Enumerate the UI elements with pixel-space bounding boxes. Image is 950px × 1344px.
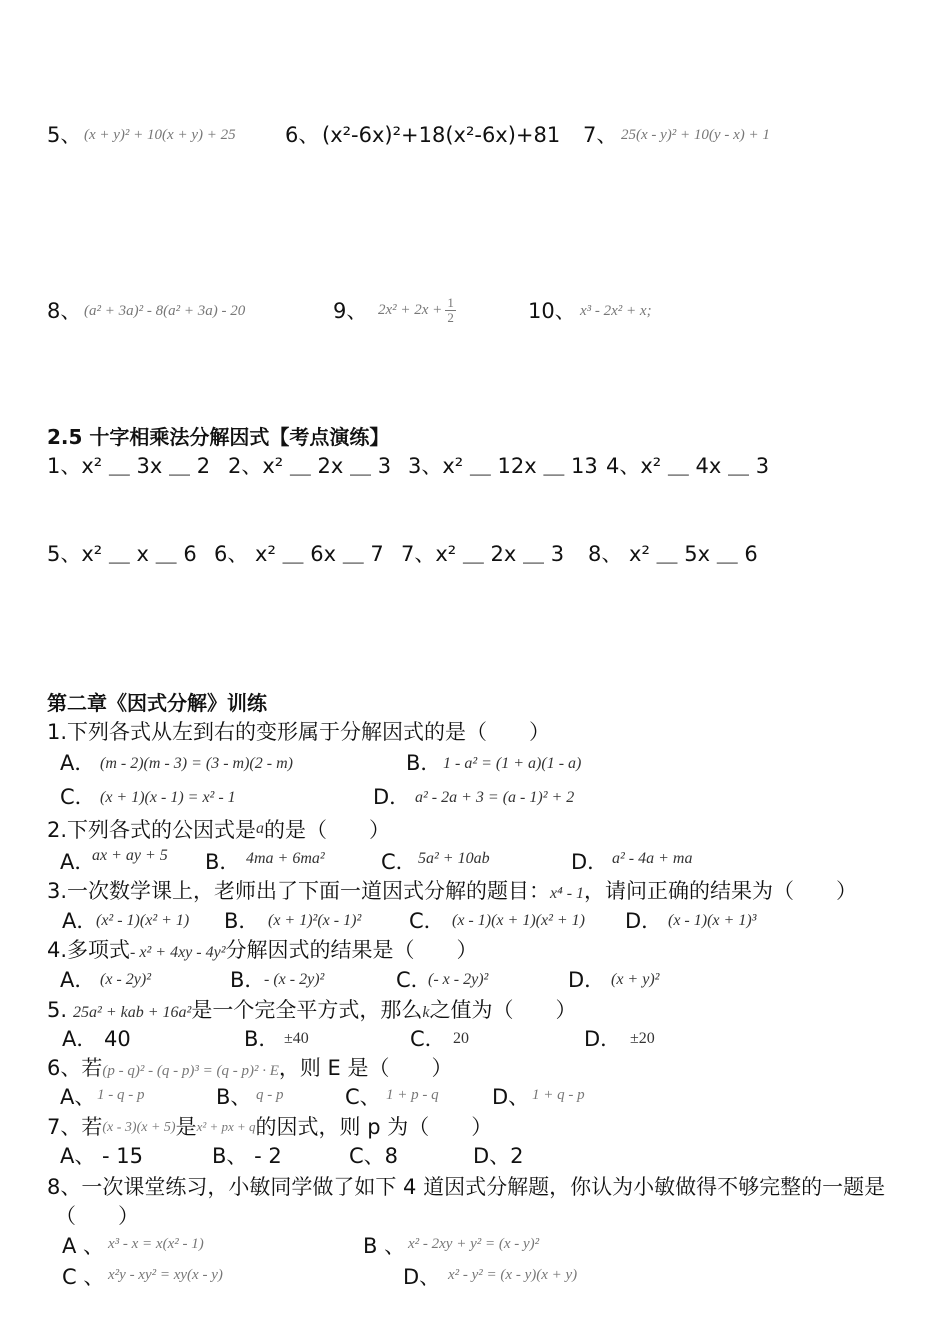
q1-option-b-label: B．: [406, 751, 442, 775]
q3-option-b: (x + 1)²(x - 1)²: [268, 912, 362, 929]
q3-stem-end: ，请问正确的结果为（ ）: [584, 879, 858, 903]
q3-stem-expression: x⁴ - 1: [550, 885, 585, 902]
q5-stem-end: 之值为（ ）: [429, 998, 577, 1022]
problem-8-expression: (a² + 3a)² - 8(a² + 3a) - 20: [84, 303, 246, 319]
q7-option-d: D、2: [473, 1144, 524, 1168]
q4-stem-start: 4.多项式: [47, 938, 131, 962]
q5-stem-expression: 25a² + kab + 16a²: [73, 1004, 192, 1021]
q3-option-c-label: C．: [409, 909, 445, 933]
q6-stem-expression: (p - q)² - (q - p)³ = (q - p)² · E: [102, 1063, 279, 1079]
q6-stem-start: 6、若: [47, 1056, 103, 1080]
problem-5-expression: (x + y)² + 10(x + y) + 25: [84, 127, 236, 143]
q4-option-c: (- x - 2y)²: [428, 971, 489, 988]
problem-5-number: 5、: [47, 123, 82, 147]
q2-stem-end: 的是（ ）: [264, 818, 391, 842]
q3-option-a: (x² - 1)(x² + 1): [96, 912, 190, 929]
q6-option-b: q - p: [256, 1087, 284, 1103]
q5-option-a-label: A．: [62, 1027, 98, 1051]
cross-item-5: 5、x² ＿ x ＿ 6: [47, 542, 197, 566]
q7-stem-expression-1: (x - 3)(x + 5): [102, 1120, 176, 1135]
q5-option-b: ±40: [284, 1030, 309, 1047]
q6-stem: [47, 1055, 452, 1082]
q4-stem-expression: - x² + 4xy - 4y²: [130, 944, 226, 961]
fraction-denominator: 2: [447, 310, 454, 326]
q2-stem-variable: a: [256, 820, 265, 837]
problem-6-number: 6、: [285, 123, 320, 147]
q3-option-c: (x - 1)(x + 1)(x² + 1): [452, 912, 585, 929]
q6-option-d-label: D、: [492, 1085, 530, 1109]
q1-option-b: 1 - a² = (1 + a)(1 - a): [443, 755, 582, 772]
q8-stem: 8、一次课堂练习，小敏同学做了如下 4 道因式分解题，你认为小敏做得不够完整的一题是: [47, 1175, 886, 1199]
q7-stem-end: 的因式，则 p 为（ ）: [255, 1115, 493, 1139]
q6-option-b-label: B、: [216, 1085, 252, 1109]
q4-option-d: (x + y)²: [611, 971, 660, 988]
q1-option-d: a² - 2a + 3 = (a - 1)² + 2: [415, 789, 575, 806]
q6-option-a-label: A、: [60, 1085, 96, 1109]
q7-stem-expression-2: x² + px + q: [196, 1119, 256, 1134]
q4-option-d-label: D．: [568, 968, 606, 992]
q6-option-c-label: C、: [345, 1085, 381, 1109]
q7-stem: [47, 1114, 492, 1142]
problem-8-number: 8、: [47, 299, 82, 323]
q8-option-b: x² - 2xy + y² = (x - y)²: [408, 1236, 540, 1252]
cross-item-3: 3、x² ＿ 12x ＿ 13: [408, 454, 598, 478]
q8-option-a-label: A 、: [62, 1234, 105, 1258]
problem-9-number: 9、: [333, 299, 368, 323]
cross-item-7: 7、x² ＿ 2x ＿ 3: [401, 542, 565, 566]
fraction-numerator: 1: [447, 295, 454, 311]
q5-stem-variable: k: [422, 1004, 430, 1021]
q5-option-d-label: D．: [584, 1027, 622, 1051]
problem-10-expression: x³ - 2x² + x;: [580, 303, 652, 319]
q4-stem-end: 分解因式的结果是（ ）: [225, 938, 478, 962]
problem-6-expression: (x²-6x)²+18(x²-6x)+81: [322, 123, 561, 147]
q6-option-a: 1 - q - p: [97, 1087, 145, 1103]
q4-option-c-label: C．: [396, 968, 432, 992]
q4-stem: [47, 937, 478, 964]
q1-stem: 1.下列各式从左到右的变形属于分解因式的是（ ）: [47, 720, 551, 744]
problem-10-number: 10、: [528, 299, 576, 323]
cross-item-2: 2、x² ＿ 2x ＿ 3: [228, 454, 392, 478]
q8-option-d: x² - y² = (x - y)(x + y): [448, 1267, 578, 1283]
problem-9-expression: [378, 290, 456, 330]
q2-option-b-label: B．: [205, 850, 241, 874]
fraction-one-half: [445, 296, 456, 325]
q2-option-d-label: D．: [571, 850, 609, 874]
q8-option-a: x³ - x = x(x² - 1): [108, 1236, 204, 1252]
q7-option-b: B、 - 2: [212, 1144, 282, 1168]
q3-option-d: (x - 1)(x + 1)³: [668, 912, 757, 929]
q2-option-d: a² - 4a + ma: [612, 850, 693, 867]
q8-option-c: x²y - xy² = xy(x - y): [108, 1267, 223, 1283]
q2-stem-start: 2.下列各式的公因式是: [47, 818, 257, 842]
q7-stem-start: 7、若: [47, 1115, 103, 1139]
q1-option-c-label: C．: [60, 785, 96, 809]
cross-item-4: 4、x² ＿ 4x ＿ 3: [606, 454, 770, 478]
q3-stem-start: 3.一次数学课上，老师出了下面一道因式分解的题目：: [47, 879, 551, 903]
q5-option-a: 40: [104, 1027, 131, 1051]
q3-option-d-label: D．: [625, 909, 663, 933]
q5-stem: [47, 997, 576, 1024]
q2-option-c-label: C．: [381, 850, 417, 874]
q5-option-c: 20: [453, 1030, 469, 1047]
q8-option-b-label: B 、: [363, 1234, 406, 1258]
q3-stem: [47, 878, 857, 905]
q2-option-c: 5a² + 10ab: [418, 850, 490, 867]
problem-9-expression-main: 2x² + 2x +: [378, 302, 443, 318]
cross-item-1: 1、x² ＿ 3x ＿ 2: [47, 454, 211, 478]
q3-option-a-label: A．: [62, 909, 98, 933]
q6-stem-end: ，则 E 是（ ）: [278, 1056, 453, 1080]
q7-stem-middle: 是: [175, 1115, 197, 1139]
q1-option-a: (m - 2)(m - 3) = (3 - m)(2 - m): [100, 755, 293, 772]
q8-option-c-label: C 、: [62, 1265, 105, 1289]
q2-stem: [47, 817, 390, 844]
q8-option-d-label: D、: [403, 1265, 441, 1289]
q1-option-c: (x + 1)(x - 1) = x² - 1: [100, 789, 236, 806]
q4-option-a: (x - 2y)²: [100, 971, 151, 988]
q5-option-c-label: C．: [410, 1027, 446, 1051]
q6-option-d: 1 + q - p: [532, 1087, 585, 1103]
q3-option-b-label: B．: [224, 909, 260, 933]
q2-option-a-label: A．: [60, 850, 96, 874]
q5-option-d: ±20: [630, 1030, 655, 1047]
q5-stem-start: 5.: [47, 998, 68, 1022]
q4-option-a-label: A．: [60, 968, 96, 992]
q2-option-b: 4ma + 6ma²: [246, 850, 325, 867]
q4-option-b: - (x - 2y)²: [264, 971, 325, 988]
q5-stem-middle: 是一个完全平方式，那么: [191, 998, 423, 1022]
q7-option-a: A、 - 15: [60, 1144, 144, 1168]
quiz-title: 第二章《因式分解》训练: [47, 691, 267, 715]
problem-7-number: 7、: [583, 123, 618, 147]
q1-option-d-label: D．: [373, 785, 411, 809]
section-title-cross-multiplication: 2.5 十字相乘法分解因式【考点演练】: [47, 425, 390, 449]
q8-answer-paren: （ ）: [55, 1204, 139, 1228]
cross-item-6: 6、 x² ＿ 6x ＿ 7: [214, 542, 384, 566]
q1-option-a-label: A．: [60, 751, 96, 775]
q4-option-b-label: B．: [230, 968, 266, 992]
q5-option-b-label: B．: [244, 1027, 280, 1051]
q7-option-c: C、8: [349, 1144, 399, 1168]
cross-item-8: 8、 x² ＿ 5x ＿ 6: [588, 542, 758, 566]
problem-7-expression: 25(x - y)² + 10(y - x) + 1: [621, 127, 770, 143]
q2-option-a: ax + ay + 5: [92, 847, 168, 864]
q6-option-c: 1 + p - q: [386, 1087, 439, 1103]
